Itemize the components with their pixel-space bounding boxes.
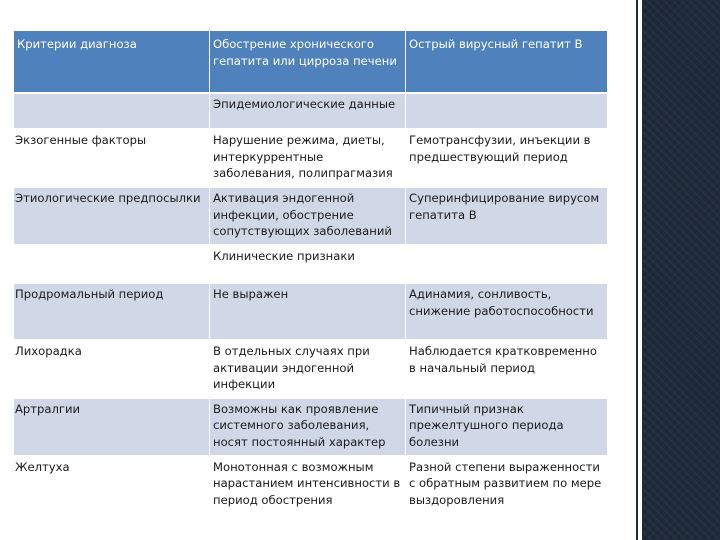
row-chronic-value: Возможны как проявление системного заболевания, носят постоянный характер [210,399,406,457]
row-acute-value: Типичный признак прежелтушного периода болезни [406,399,607,457]
row-criterion: Этиологические предпосылки [14,188,210,246]
decorative-sidebar [642,0,720,540]
row-acute-value: Наблюдается кратковременно в начальный период [406,341,607,399]
table-row [14,341,607,399]
table-row [14,130,607,188]
table-row [14,457,607,529]
section-label-epidemiology: Эпидемиологические данные [210,94,406,130]
row-acute-value: Гемотрансфузии, инъекции в предшествующий период [406,130,607,188]
table-row [14,399,607,457]
row-criterion: Продромальный период [14,284,210,341]
row-criterion: Экзогенные факторы [14,130,210,188]
row-criterion [14,94,210,130]
row-criterion: Желтуха [14,457,210,529]
diagnosis-table [14,31,607,529]
row-acute-value: Адинамия, сонливость, снижение работоспособности [406,284,607,341]
row-chronic-value: Активация эндогенной инфекции, обострение сопутствующих заболеваний [210,188,406,246]
sidebar-divider [636,0,638,540]
row-acute-value: Разной степени выраженности с обратным развитием по мере выздоровления [406,457,607,529]
row-acute-value: Суперинфицирование вирусом гепатита В [406,188,607,246]
row-chronic-value: Монотонная с возможным нарастанием интенсивности в период обострения [210,457,406,529]
row-criterion: Артралгии [14,399,210,457]
header-chronic-hepatitis: Обострение хронического гепатита или цирроза печени [210,31,406,94]
row-chronic-value: В отдельных случаях при активации эндогенной инфекции [210,341,406,399]
row-acute-value [406,246,607,284]
row-criterion: Лихорадка [14,341,210,399]
header-acute-hepatitis-b: Острый вирусный гепатит В [406,31,607,94]
table-header-row [14,31,607,94]
row-chronic-value: Нарушение режима, диеты, интеркуррентные заболевания, полипрагмазия [210,130,406,188]
table-row [14,246,607,284]
table-row [14,94,607,130]
header-criteria: Критерии диагноза [14,31,210,94]
table-row [14,284,607,341]
section-label-clinical: Клинические признаки [210,246,406,284]
row-acute-value [406,94,607,130]
table-row [14,188,607,246]
row-criterion [14,246,210,284]
row-chronic-value: Не выражен [210,284,406,341]
